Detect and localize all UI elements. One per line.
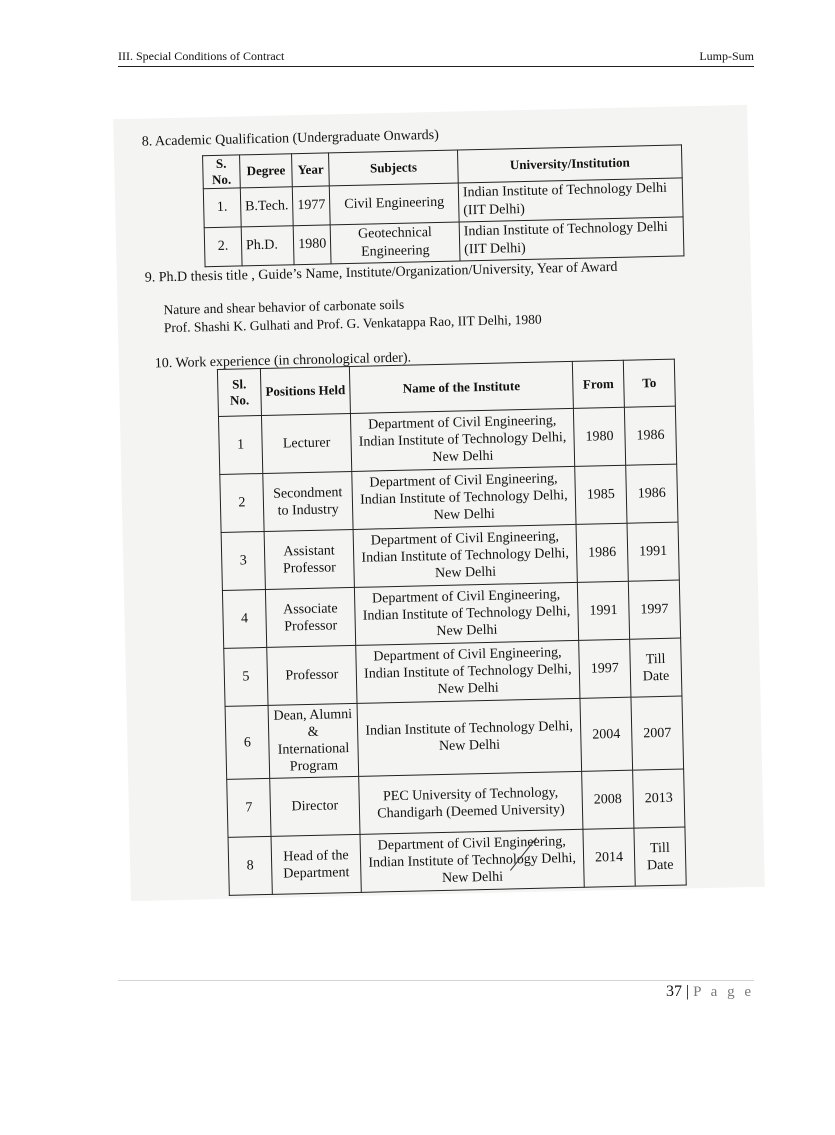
cell-position: Dean, Alumni & International Program (268, 703, 359, 778)
cell-institute: Department of Civil Engineering, Indian Institute of Technology Delhi, New Delhi (360, 829, 584, 892)
header-right-title: Lump-Sum (699, 49, 754, 63)
cell-no: 1 (218, 416, 262, 475)
footer-divider (118, 980, 754, 981)
page-label: P a g e (693, 984, 754, 1000)
cell-from: 1986 (576, 523, 628, 582)
table-row (220, 464, 678, 532)
header-sno: S. No. (203, 155, 241, 189)
table-row (228, 827, 686, 895)
cell-position: Professor (267, 645, 357, 705)
cell-institute: Department of Civil Engineering, Indian Institute of Technology Delhi, New Delhi (356, 640, 580, 703)
cell-position: Head of the Department (271, 834, 361, 894)
header-year: Year (292, 153, 330, 187)
thesis-guides: Prof. Shashi K. Gulhati and Prof. G. Venkatappa Rao, IIT Delhi, 1980 (163, 311, 542, 336)
cell-from: 1997 (579, 639, 631, 698)
header-institution: University/Institution (457, 145, 682, 183)
cell-institute: PEC University of Technology, Chandigarh (Deemed University) (359, 771, 583, 834)
cell-institution: Indian Institute of Technology Delhi (IIT Delhi) (458, 178, 683, 222)
page-footer (666, 983, 754, 1001)
table-row (218, 406, 676, 474)
cell-position: Director (270, 776, 360, 836)
cell-position: Associate Professor (265, 587, 355, 647)
table-row (221, 522, 679, 590)
cell-to: Till Date (634, 827, 686, 886)
cell-institute: Department of Civil Engineering, Indian Institute of Technology Delhi, New Delhi (350, 408, 574, 471)
page-header (118, 48, 754, 67)
header-institute: Name of the Institute (349, 361, 573, 413)
cell-from: 2008 (582, 770, 634, 829)
header-subjects: Subjects (329, 150, 458, 186)
cell-institute: Department of Civil Engineering, Indian Institute of Technology Delhi, New Delhi (353, 524, 577, 587)
cell-to: Till Date (630, 638, 682, 697)
cell-position: Lecturer (261, 413, 351, 473)
cell-no: 3 (221, 531, 265, 590)
cell-institution: Indian Institute of Technology Delhi (IIT Delhi) (459, 217, 684, 261)
cell-position: Secondment to Industry (263, 471, 353, 531)
cell-degree: B.Tech. (240, 187, 293, 227)
cell-sno: 1. (203, 188, 241, 228)
cell-to: 1997 (628, 580, 680, 639)
thesis-title: Nature and shear behavior of carbonate soils (163, 296, 405, 318)
cell-degree: Ph.D. (241, 226, 294, 266)
work-experience-table (217, 359, 687, 896)
section-8-title: 8. Academic Qualification (Undergraduate Onwards) (141, 127, 439, 150)
header-sl-no: Sl. No. (217, 369, 261, 417)
cell-from: 2004 (580, 697, 633, 771)
cell-position: Assistant Professor (264, 529, 354, 589)
cell-no: 6 (225, 705, 270, 779)
table-row (224, 638, 682, 706)
cell-from: 1980 (573, 407, 625, 466)
table-row (222, 580, 680, 648)
cell-from: 1985 (575, 465, 627, 524)
cell-from: 2014 (583, 828, 635, 887)
cell-sno: 2. (204, 227, 242, 267)
cell-no: 8 (228, 836, 272, 895)
page-number: 37 (665, 983, 682, 1000)
cell-institute: Department of Civil Engineering, Indian Institute of Technology Delhi, New Delhi (354, 582, 578, 645)
cell-subjects: Geotechnical Engineering (330, 222, 460, 264)
cell-no: 5 (224, 647, 268, 706)
academic-qualification-table (202, 144, 684, 267)
cell-to: 1991 (627, 522, 679, 581)
cell-year: 1977 (293, 186, 331, 226)
cell-no: 2 (220, 473, 264, 532)
cell-institute: Department of Civil Engineering, Indian Institute of Technology Delhi, New Delhi (352, 466, 576, 529)
cell-to: 2013 (633, 769, 685, 828)
cell-to: 2007 (631, 696, 684, 770)
cell-to: 1986 (624, 406, 676, 465)
header-to: To (623, 359, 675, 407)
section-10-title: 10. Work experience (in chronological order). (154, 350, 412, 372)
cell-subjects: Civil Engineering (330, 183, 460, 225)
cell-year: 1980 (293, 225, 331, 265)
cell-no: 7 (227, 778, 271, 837)
page-separator: | (685, 983, 690, 1000)
cell-no: 4 (222, 589, 266, 648)
header-positions: Positions Held (260, 366, 350, 415)
table-row (227, 769, 685, 837)
table-row (225, 696, 684, 779)
cell-to: 1986 (626, 464, 678, 523)
header-from: From (572, 360, 624, 408)
header-degree: Degree (239, 154, 292, 188)
cell-from: 1991 (577, 581, 629, 640)
header-left-title: III. Special Conditions of Contract (118, 49, 285, 63)
section-9-title: 9. Ph.D thesis title , Guide’s Name, Institute/Organization/University, Year of Award (144, 259, 618, 286)
cell-institute: Indian Institute of Technology Delhi, New Delhi (357, 698, 582, 776)
scanned-page (113, 105, 765, 901)
